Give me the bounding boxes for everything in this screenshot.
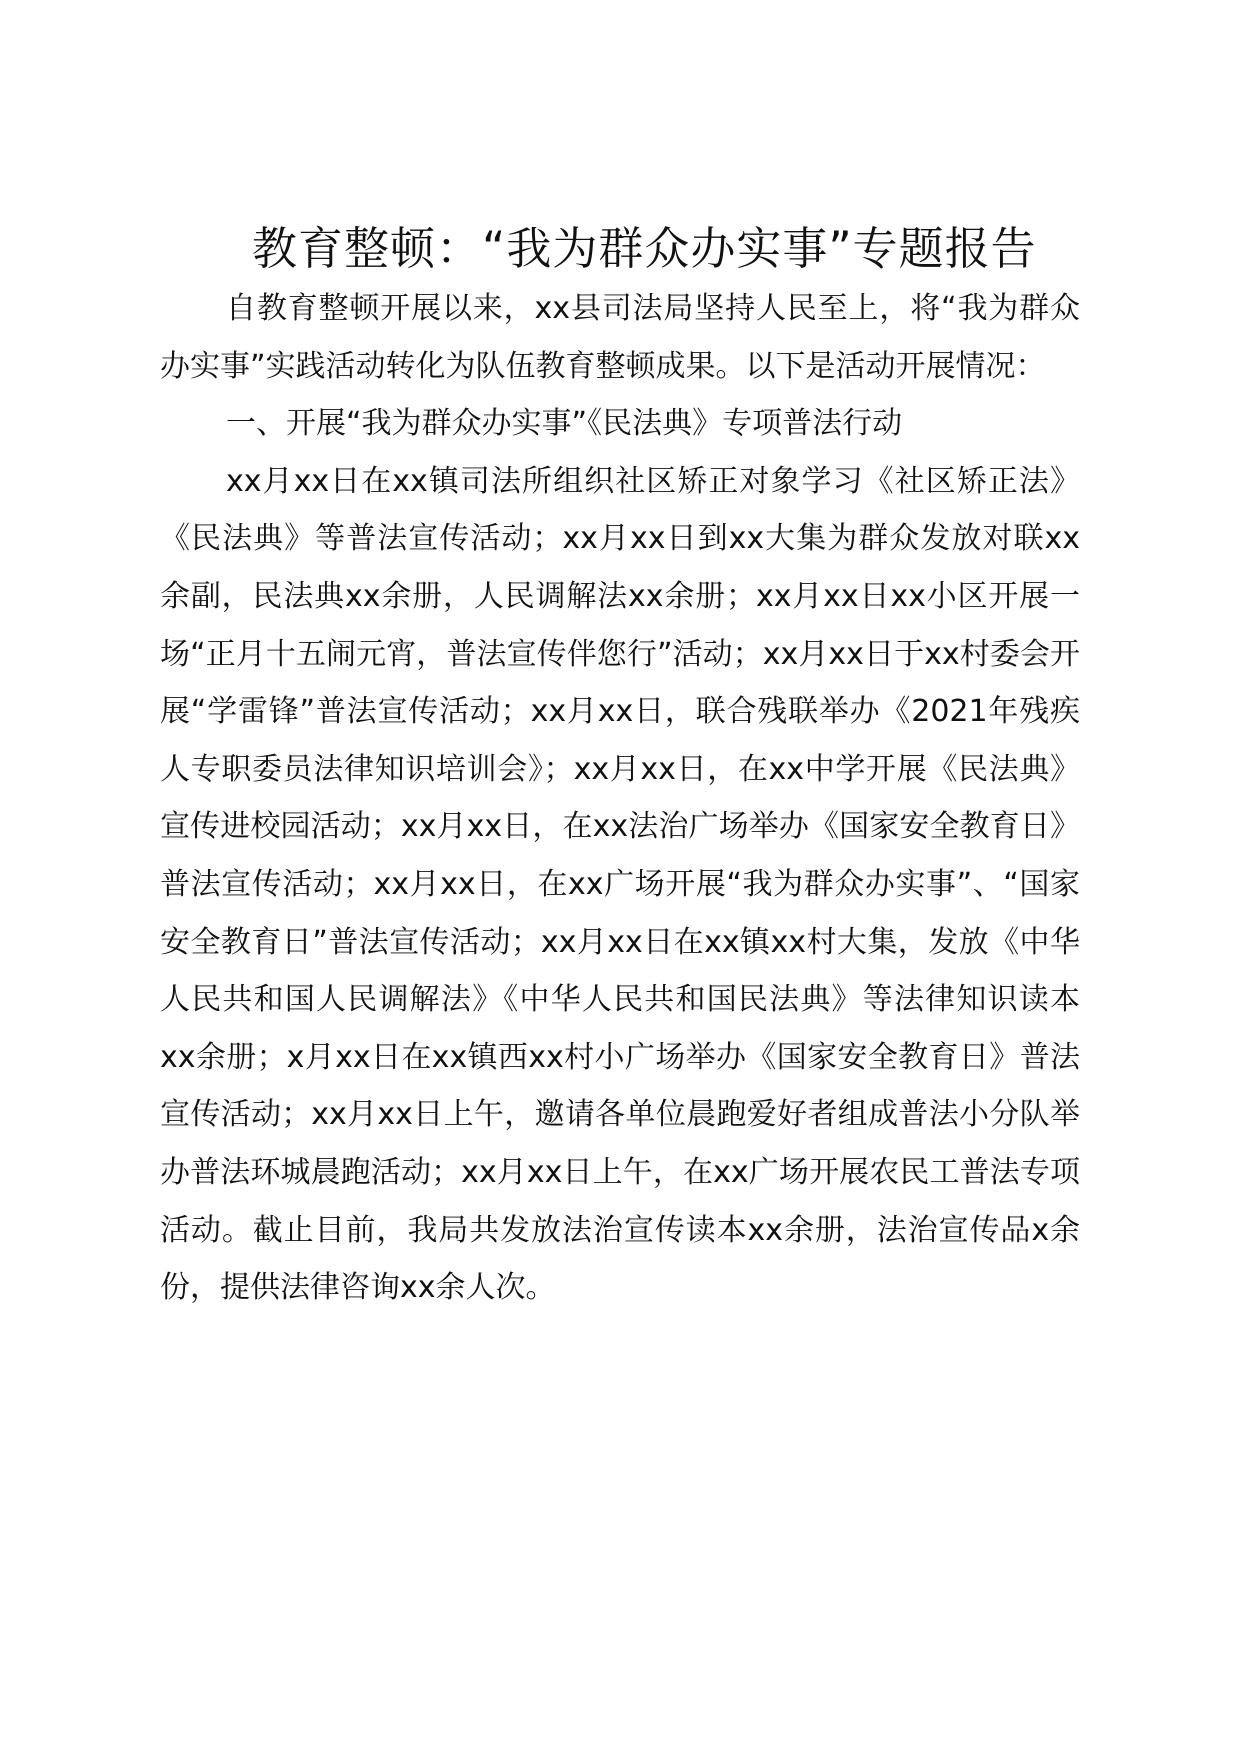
section-heading: 一、开展“我为群众办实事”《民法典》专项普法行动 xyxy=(226,406,903,442)
section-body-paragraph: xx月xx日在xx镇司法所组织社区矫正对象学习《社区矫正法》《民法典》等普法宣传活动；xx月xx日到xx大集为群众发放对联xx余副，民法典xx余册，人民调解法xx余册；xx月xx日xx小区开展一场“正月十五闹元宵，普法宣传伴您行”活动；xx月xx日于xx村委会开展“学雷锋”普法宣传活动；xx月xx日，联合残联举办《2021年残疾人专职委员法律知识培训会》；xx月xx日，在xx中学开展《民法典》宣传进校园活动；xx月xx日，在xx法治广场举办《国家安全教育日》普法宣传活动；xx月xx日，在xx广场开展“我为群众办实事”、“国家安全教育日”普法宣传活动；xx月xx日在xx镇xx村大集，发放《中华人民共和国人民调解法》《中华人民共和国民法典》等法律知识读本xx余册；x月xx日在xx镇西xx村小广场举办《国家安全教育日》普法宣传活动；xx月xx日上午，邀请各单位晨跑爱好者组成普法小分队举办普法环城晨跑活动；xx月xx日上午，在xx广场开展农民工普法专项活动。截止目前，我局共发放法治宣传读本xx余册，法治宣传品x余份，提供法律咨询xx余人次。 xyxy=(160,463,1080,1306)
document-content xyxy=(160,218,1080,1317)
document-title: 教育整顿：“我为群众办实事”专题报告 xyxy=(252,222,1037,275)
intro-paragraph: 自教育整顿开展以来，xx县司法局坚持人民至上，将“我为群众办实事”实践活动转化为队伍教育整顿成果。以下是活动开展情况： xyxy=(160,291,1080,384)
